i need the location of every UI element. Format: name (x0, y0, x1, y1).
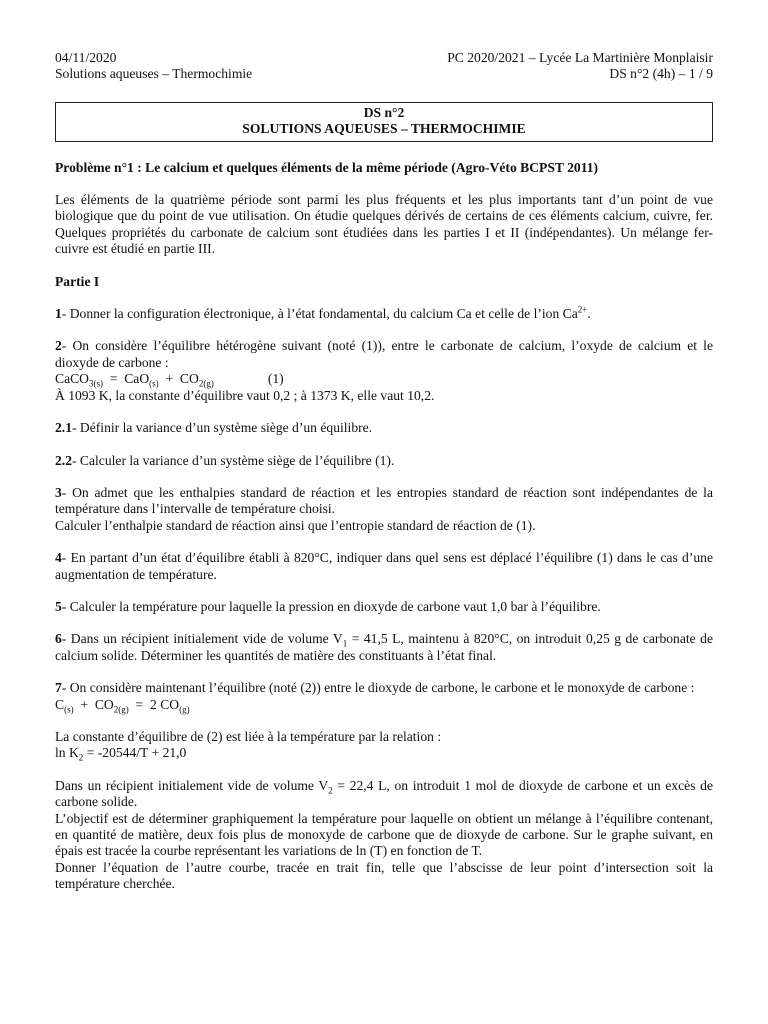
question-5: 5- Calculer la température pour laquelle la pression en dioxyde de carbone vaut 1,0 bar à l’équilibre. (55, 598, 601, 614)
equation-1: CaCO$_{3(s)}$ = $CaO_{(s)} + CO_{2(g)}$ (1) (55, 371, 284, 389)
header-row-1 (55, 50, 713, 66)
question-6: 6- Dans un récipient initialement vide de volume $V_1 = 41,5$ L, maintenu à 820°C, on introduit 0,25 g de carbonate de calcium solide. Déterminer les quantités de matière des constituants à l’état final. (55, 631, 713, 663)
equilibrium-constant-text: La constante d’équilibre de (2) est liée à la température par la relation : (55, 728, 442, 744)
question-7: 7- On considère maintenant l’équilibre (noté (2)) entre le dioxyde de carbone, le carbone et le monoxyde de carbone : (55, 680, 695, 696)
vessel-description: Dans un récipient initialement vide de volume $V_2 = 22,4$ L, on introduit 1 mol de dioxyde de carbone et un excès de carbone solide. (55, 777, 713, 810)
intro-paragraph: Les éléments de la quatrième période sont parmi les plus fréquents et les plus importants tant d’un point de vue biologique que du point de vue utilisation. On étudie quelques dérivés de certains de ces éléments calcium, cuivre, fer. Quelques propriétés du carbonate de calcium sont étudiées dans les parties I et II (indépendantes). Un mélange fer-cuivre est étudié en partie III. (55, 192, 713, 257)
problem-title: Problème n°1 : Le calcium et quelques éléments de la même période (Agro-Véto BCPST 2011) (55, 159, 599, 175)
question-2-1: 2.1- Définir la variance d’un système siège d’un équilibre. (55, 420, 373, 436)
question-3-task: Calculer l’enthalpie standard de réaction ainsi que l’entropie standard de réaction de (1). (55, 517, 536, 533)
equation-1-number: (1) (267, 371, 284, 387)
header-class-info: PC 2020/2021 – Lycée La Martinière Monplaisir (447, 50, 713, 65)
equation-2: $C_{(s)} + CO_{2(g)} = 2$ $CO_{(g)}$ (55, 696, 190, 715)
question-1: 1- Donner la configuration électronique, à l’état fondamental, du calcium Ca et celle de l’ion $Ca^{2+}$. (55, 304, 591, 322)
question-2: 2- On considère l’équilibre hétérogène suivant (noté (1)), entre le carbonate de calcium, l’oxyde de calcium et le dioxyde de carbone : (55, 338, 713, 370)
title-line-1: DS n°2 (363, 104, 405, 120)
equilibrium-constant-relation: $\ln K_2 = -20544/T + 21,0$ (55, 745, 187, 764)
header-row-2 (55, 66, 713, 82)
question-2-data: À 1093 K, la constante d’équilibre vaut 0,2 ; à 1373 K, elle vaut 10,2. (55, 387, 435, 403)
question-2-2: 2.2- Calculer la variance d’un système siège de l’équilibre (1). (55, 452, 395, 468)
objective-paragraph: L’objectif est de déterminer graphiquement la température pour laquelle on obtient un mélange à l’équilibre contenant, en quantité de matière, deux fois plus de monoxyde de carbone que de dioxyde de carbone. Sur le graphe suivant, en épais est tracée la courbe représentant les variations de ln (T) en fonction de T. (55, 810, 713, 859)
header-ds-info: DS n°2 (4h) – 1 / 9 (609, 66, 713, 82)
question-4: 4- En partant d’un état d’équilibre établi à 820°C, indiquer dans quel sens est déplacé l’équilibre (1) dans le cas d’une augmentation de température. (55, 550, 713, 582)
question-3: 3- On admet que les enthalpies standard de réaction et les entropies standard de réaction sont indépendantes de la température dans l’intervalle de température choisi. (55, 484, 713, 517)
title-line-2: SOLUTIONS AQUEUSES – THERMOCHIMIE (242, 121, 526, 137)
header-subject: Solutions aqueuses – Thermochimie (55, 66, 253, 82)
part-title: Partie I (55, 273, 100, 289)
document-page (55, 50, 713, 893)
instruction-paragraph: Donner l’équation de l’autre courbe, tracée en trait fin, telle que l’abscisse de leur point d’intersection soit la température cherchée. (55, 859, 713, 892)
header-date: 04/11/2020 (55, 50, 117, 65)
title-box (55, 102, 713, 142)
